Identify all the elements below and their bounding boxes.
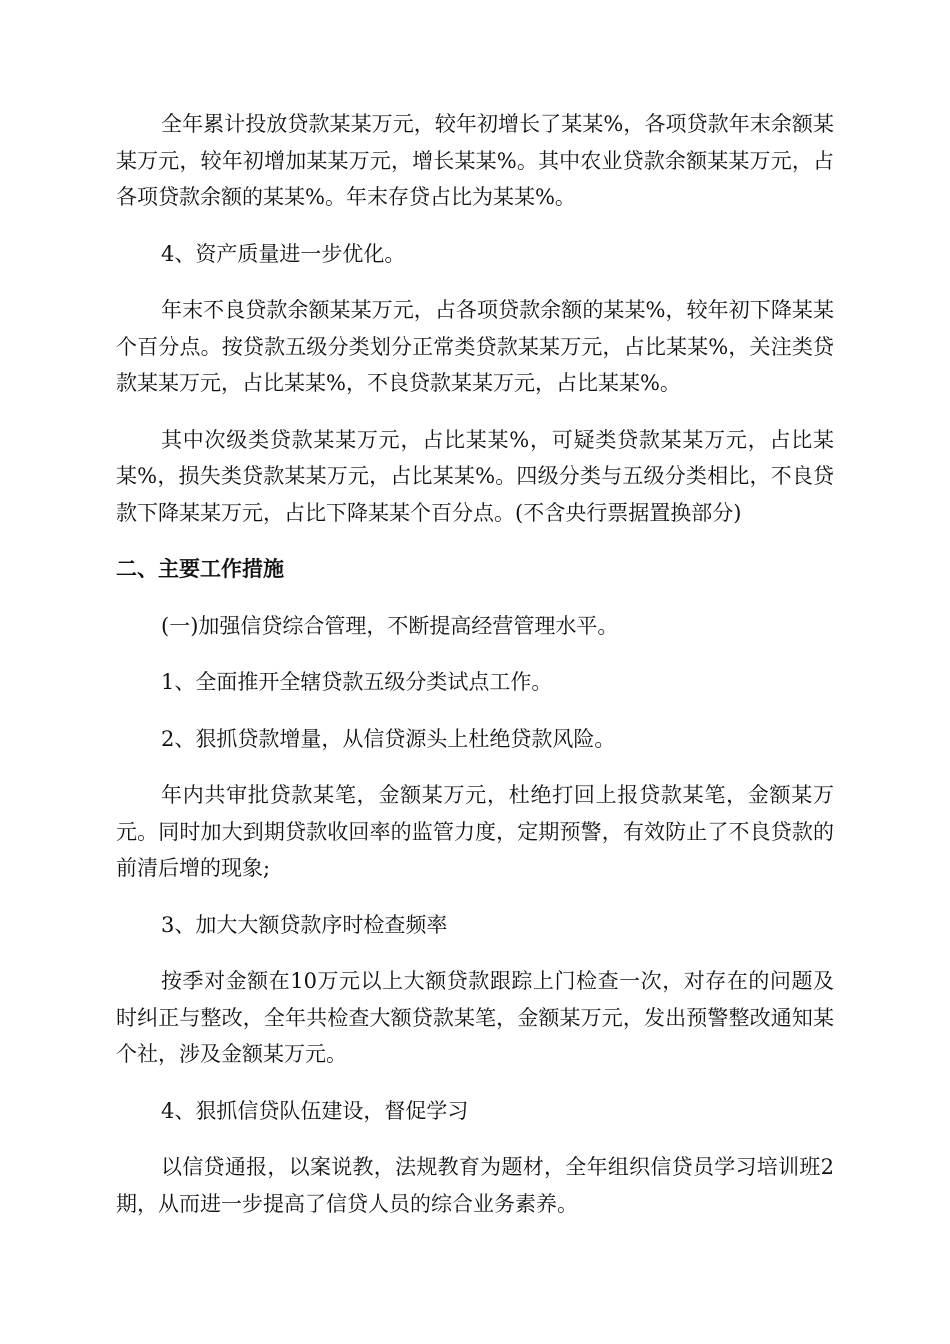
paragraph-quarterly-inspection: 按季对金额在10万元以上大额贷款跟踪上门检查一次，对存在的问题及时纠正与整改，全年共检查大额贷款某笔，金额某万元，发出预警整改通知某个社，涉及金额某万元。 [116, 969, 834, 1066]
item-loan-increment: 2、狠抓贷款增量，从信贷源头上杜绝贷款风险。 [161, 726, 616, 751]
subheading-credit-management: (一)加强信贷综合管理，不断提高经营管理水平。 [161, 613, 619, 638]
item-credit-team-building: 4、狠抓信贷队伍建设，督促学习 [161, 1098, 469, 1123]
paragraph-nonperforming-loans: 年末不良贷款余额某某万元，占各项贷款余额的某某%，较年初下降某某个百分点。按贷款五级分类划分正常类贷款某某万元，占比某某%，关注类贷款某某万元，占比某某%，不良贷款某某万元，占比某某%。 [116, 298, 834, 395]
document-page [116, 106, 834, 1222]
item-large-loan-inspection: 3、加大大额贷款序时检查频率 [161, 912, 448, 937]
item-five-level-classification: 1、全面推开全辖贷款五级分类试点工作。 [161, 670, 553, 694]
paragraph-loan-issuance: 全年累计投放贷款某某万元，较年初增长了某某%，各项贷款年末余额某某万元，较年初增加某某万元，增长某某%。其中农业贷款余额某某万元，占各项贷款余额的某某%。年末存贷占比为某某%。 [116, 112, 834, 209]
section-heading-main-measures: 二、主要工作措施 [116, 557, 284, 581]
paragraph-loan-approval: 年内共审批贷款某笔，金额某万元，杜绝打回上报贷款某笔，金额某万元。同时加大到期贷款收回率的监管力度，定期预警，有效防止了不良贷款的前清后增的现象; [116, 783, 834, 880]
paragraph-loan-classification: 其中次级类贷款某某万元，占比某某%，可疑类贷款某某万元，占比某某%，损失类贷款某某万元，占比某某%。四级分类与五级分类相比，不良贷款下降某某万元，占比下降某某个百分点。(不含央行票据置换部分) [116, 427, 834, 525]
subheading-asset-quality: 4、资产质量进一步优化。 [161, 241, 406, 266]
paragraph-training: 以信贷通报，以案说教，法规教育为题材，全年组织信贷员学习培训班2期，从而进一步提高了信贷人员的综合业务素养。 [116, 1155, 834, 1216]
